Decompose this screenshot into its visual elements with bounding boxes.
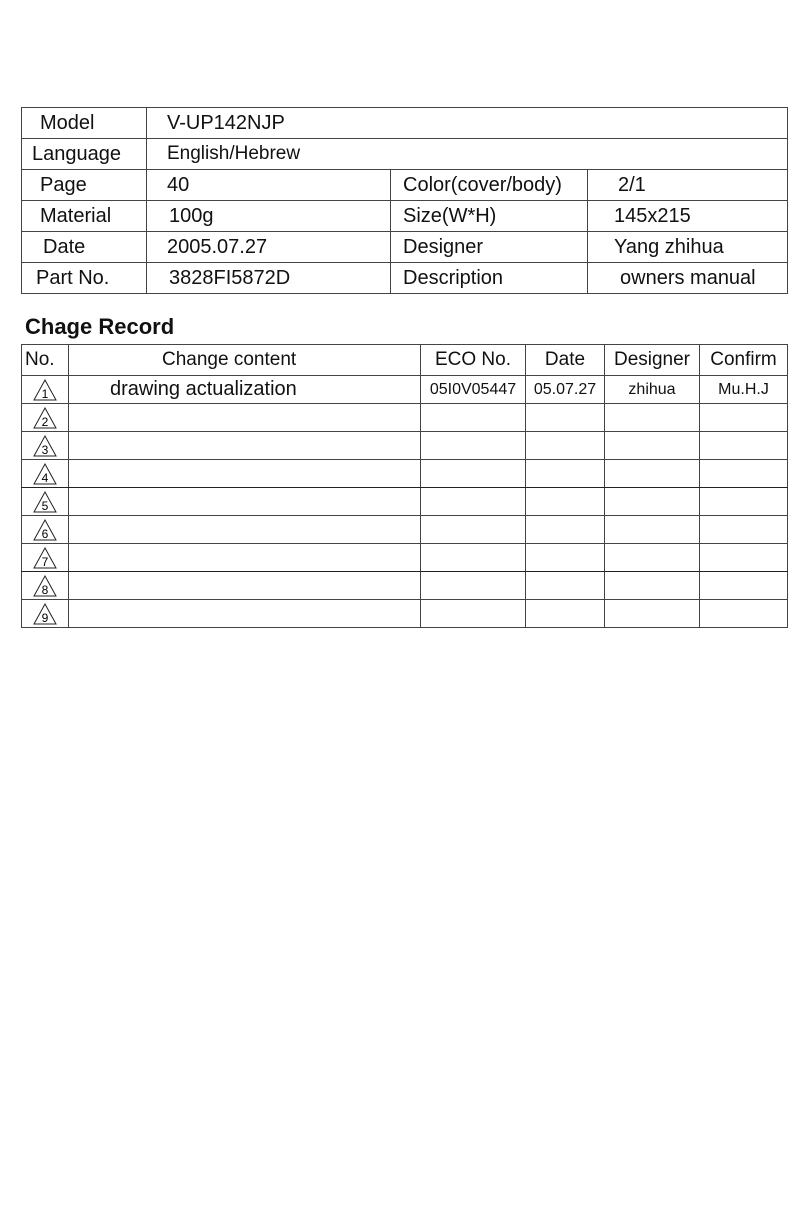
confirm-cell bbox=[700, 432, 788, 460]
record-row bbox=[22, 404, 788, 432]
date-cell: 05.07.27 bbox=[526, 376, 605, 404]
revision-triangle-icon bbox=[22, 516, 69, 544]
eco-no-cell bbox=[421, 488, 526, 516]
header-no: No. bbox=[22, 345, 69, 376]
date-cell bbox=[526, 432, 605, 460]
record-row bbox=[22, 488, 788, 516]
revision-number: 4 bbox=[41, 470, 49, 485]
eco-no-cell bbox=[421, 572, 526, 600]
date-cell bbox=[526, 460, 605, 488]
eco-no-cell bbox=[421, 516, 526, 544]
description-value: owners manual bbox=[588, 263, 788, 294]
page-label: Page bbox=[22, 170, 147, 201]
page-row bbox=[22, 170, 788, 201]
revision-number: 5 bbox=[41, 498, 49, 513]
confirm-cell bbox=[700, 404, 788, 432]
change-record-title: Chage Record bbox=[25, 314, 175, 339]
revision-triangle-icon bbox=[22, 404, 69, 432]
header-eco-no: ECO No. bbox=[421, 345, 526, 376]
confirm-cell bbox=[700, 572, 788, 600]
record-row bbox=[22, 432, 788, 460]
description-label: Description bbox=[391, 263, 588, 294]
partno-row bbox=[22, 263, 788, 294]
record-row bbox=[22, 572, 788, 600]
revision-triangle-icon bbox=[22, 460, 69, 488]
revision-number: 6 bbox=[41, 526, 49, 541]
date-value: 2005.07.27 bbox=[147, 232, 391, 263]
revision-triangle-icon bbox=[22, 572, 69, 600]
header-date: Date bbox=[526, 345, 605, 376]
partno-value: 3828FI5872D bbox=[147, 263, 391, 294]
revision-triangle-icon bbox=[22, 488, 69, 516]
size-label: Size(W*H) bbox=[391, 201, 588, 232]
eco-no-cell bbox=[421, 544, 526, 572]
language-row bbox=[22, 139, 788, 170]
eco-no-cell bbox=[421, 432, 526, 460]
designer-cell bbox=[605, 488, 700, 516]
header-change-content: Change content bbox=[69, 345, 421, 376]
confirm-cell bbox=[700, 516, 788, 544]
record-row bbox=[22, 376, 788, 404]
record-row bbox=[22, 460, 788, 488]
record-body bbox=[22, 376, 788, 628]
model-label: Model bbox=[22, 108, 147, 139]
revision-triangle-icon bbox=[22, 600, 69, 628]
revision-triangle-icon bbox=[22, 432, 69, 460]
designer-cell: zhihua bbox=[605, 376, 700, 404]
partno-label: Part No. bbox=[22, 263, 147, 294]
change-record-table bbox=[21, 344, 788, 628]
confirm-cell bbox=[700, 600, 788, 628]
designer-value: Yang zhihua bbox=[588, 232, 788, 263]
revision-number: 3 bbox=[41, 442, 49, 457]
change-content-cell bbox=[69, 432, 421, 460]
revision-triangle-icon bbox=[22, 376, 69, 404]
designer-cell bbox=[605, 460, 700, 488]
change-content-cell: drawing actualization bbox=[69, 376, 421, 404]
designer-cell bbox=[605, 432, 700, 460]
designer-label: Designer bbox=[391, 232, 588, 263]
eco-no-cell bbox=[421, 460, 526, 488]
designer-cell bbox=[605, 404, 700, 432]
revision-triangle-icon bbox=[22, 544, 69, 572]
change-content-cell bbox=[69, 460, 421, 488]
designer-cell bbox=[605, 516, 700, 544]
model-row bbox=[22, 108, 788, 139]
confirm-cell: Mu.H.J bbox=[700, 376, 788, 404]
header-designer: Designer bbox=[605, 345, 700, 376]
material-label: Material bbox=[22, 201, 147, 232]
date-row bbox=[22, 232, 788, 263]
eco-no-cell bbox=[421, 404, 526, 432]
designer-cell bbox=[605, 544, 700, 572]
revision-number: 9 bbox=[41, 610, 49, 625]
confirm-cell bbox=[700, 460, 788, 488]
record-row bbox=[22, 600, 788, 628]
date-label: Date bbox=[22, 232, 147, 263]
size-value: 145x215 bbox=[588, 201, 788, 232]
change-content-cell bbox=[69, 488, 421, 516]
record-header-row bbox=[22, 345, 788, 376]
date-cell bbox=[526, 488, 605, 516]
material-value: 100g bbox=[147, 201, 391, 232]
eco-no-cell bbox=[421, 600, 526, 628]
designer-cell bbox=[605, 572, 700, 600]
color-value: 2/1 bbox=[588, 170, 788, 201]
revision-number: 7 bbox=[41, 554, 49, 569]
revision-number: 1 bbox=[41, 386, 49, 401]
date-cell bbox=[526, 572, 605, 600]
date-cell bbox=[526, 600, 605, 628]
change-content-cell bbox=[69, 600, 421, 628]
header-confirm: Confirm bbox=[700, 345, 788, 376]
confirm-cell bbox=[700, 544, 788, 572]
change-content-cell bbox=[69, 544, 421, 572]
page-value: 40 bbox=[147, 170, 391, 201]
date-cell bbox=[526, 544, 605, 572]
model-value: V-UP142NJP bbox=[147, 108, 788, 139]
record-row bbox=[22, 544, 788, 572]
record-row bbox=[22, 516, 788, 544]
revision-number: 8 bbox=[41, 582, 49, 597]
eco-no-cell: 05I0V05447 bbox=[421, 376, 526, 404]
language-value: English/Hebrew bbox=[147, 139, 788, 170]
change-content-cell bbox=[69, 404, 421, 432]
date-cell bbox=[526, 404, 605, 432]
change-content-cell bbox=[69, 516, 421, 544]
spec-info-table bbox=[21, 107, 788, 294]
language-label: Language bbox=[22, 139, 147, 170]
designer-cell bbox=[605, 600, 700, 628]
material-row bbox=[22, 201, 788, 232]
confirm-cell bbox=[700, 488, 788, 516]
color-label: Color(cover/body) bbox=[391, 170, 588, 201]
revision-number: 2 bbox=[41, 414, 49, 429]
change-content-cell bbox=[69, 572, 421, 600]
date-cell bbox=[526, 516, 605, 544]
